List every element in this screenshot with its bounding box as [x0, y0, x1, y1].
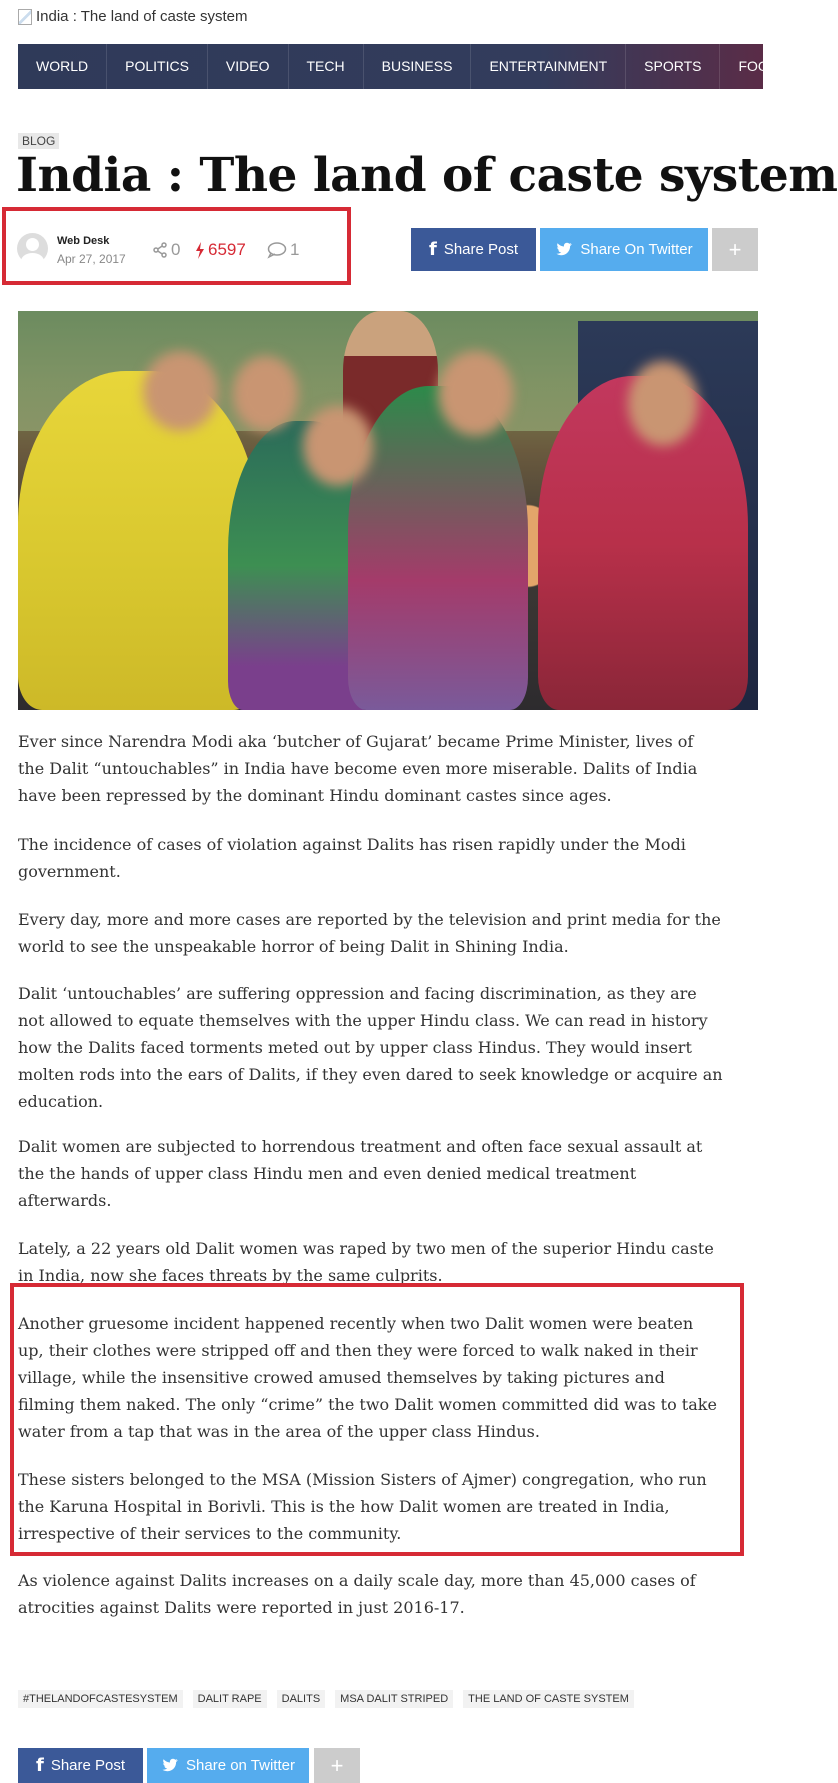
- broken-image-icon: [18, 9, 32, 25]
- article-paragraph: These sisters belonged to the MSA (Mission Sisters of Ajmer) congregation, who run the Karuna Hospital in Borivli. This is the how Dalit women are treated in India, irrespective of their services to the community.: [18, 1470, 707, 1543]
- nav-item-sports[interactable]: SPORTS: [626, 44, 720, 89]
- facebook-share-label: Share Post: [443, 241, 519, 258]
- tag-link[interactable]: THE LAND OF CASTE SYSTEM: [463, 1690, 634, 1708]
- article-paragraph: Ever since Narendra Modi aka ‘butcher of Gujarat’ became Prime Minister, lives of the Dalit “untouchables” in India have become even more miserable. Dalits of India have been repressed by the dominant Hindu dominant castes since ages.: [18, 732, 698, 805]
- blurred-face: [233, 356, 298, 431]
- share-count-value: 0: [171, 240, 181, 259]
- comment-count-value: 1: [290, 240, 300, 259]
- article-paragraph: Every day, more and more cases are reported by the television and print media for the world to see the unspeakable horror of being Dalit in Shining India.: [18, 910, 721, 956]
- tag-link[interactable]: DALITS: [277, 1690, 326, 1708]
- nav-item-tech[interactable]: TECH: [289, 44, 364, 89]
- view-count-value: 6597: [208, 240, 246, 259]
- tag-list: [18, 1690, 634, 1708]
- article-paragraph: As violence against Dalits increases on a daily scale day, more than 45,000 cases of atrocities against Dalits were reported in just 2016-17.: [18, 1571, 696, 1617]
- twitter-share-label: Share on Twitter: [186, 1757, 295, 1774]
- post-date: Apr 27, 2017: [57, 252, 126, 266]
- logo-alt-text: India : The land of caste system: [36, 8, 248, 25]
- tag-link[interactable]: MSA DALIT STRIPED: [335, 1690, 453, 1708]
- article-paragraph: The incidence of cases of violation against Dalits has risen rapidly under the Modi government.: [18, 835, 686, 881]
- article-paragraph: Dalit ‘untouchables’ are suffering oppression and facing discrimination, as they are not allowed to equate themselves with the upper Hindu class. We can read in history how the Dalits faced torments meted out by upper class Hindus. They would insert molten rods into the ears of Dalits, if they even dared to seek knowledge or acquire an education.: [18, 984, 723, 1111]
- more-share-button-bottom[interactable]: +: [314, 1748, 360, 1783]
- twitter-icon: [161, 1758, 179, 1773]
- twitter-icon: [555, 242, 573, 257]
- more-share-button[interactable]: +: [712, 228, 758, 271]
- nav-item-politics[interactable]: POLITICS: [107, 44, 208, 89]
- category-badge[interactable]: BLOG: [18, 133, 59, 149]
- page-title: India : The land of caste system: [16, 148, 838, 203]
- twitter-share-label: Share On Twitter: [580, 241, 693, 258]
- twitter-share-button[interactable]: [540, 228, 708, 271]
- nav-item-business[interactable]: BUSINESS: [364, 44, 472, 89]
- hero-woman-pink: [348, 386, 528, 710]
- blurred-face: [143, 351, 218, 431]
- facebook-icon: f: [428, 239, 437, 260]
- tag-link[interactable]: #THELANDOFCASTESYSTEM: [18, 1690, 183, 1708]
- highlight-box-content: [10, 1283, 744, 1556]
- tag-link[interactable]: DALIT RAPE: [193, 1690, 267, 1708]
- blurred-face: [438, 351, 513, 436]
- facebook-icon: f: [35, 1755, 44, 1776]
- article-paragraph: Dalit women are subjected to horrendous treatment and often face sexual assault at the the hands of upper class Hindu men and even denied medical treatment afterwards.: [18, 1137, 703, 1210]
- blurred-face: [628, 361, 698, 446]
- nav-item-entertainment[interactable]: ENTERTAINMENT: [471, 44, 626, 89]
- facebook-share-label: Share Post: [50, 1757, 126, 1774]
- twitter-share-button-bottom[interactable]: [147, 1748, 309, 1783]
- highlight-box-author: [2, 207, 351, 285]
- author-name[interactable]: Web Desk: [57, 235, 110, 247]
- facebook-share-button[interactable]: [411, 228, 536, 271]
- blurred-face: [303, 406, 373, 486]
- article-hero-image: [18, 311, 758, 710]
- article-paragraph: Lately, a 22 years old Dalit women was raped by two men of the superior Hindu caste in India, now she faces threats by the same culprits.: [18, 1239, 714, 1285]
- main-nav: [18, 44, 779, 89]
- hero-woman-yellow: [18, 371, 258, 710]
- article-paragraph: Another gruesome incident happened recently when two Dalit women were beaten up, their clothes were stripped off and then they were forced to walk naked in their village, while the insensitive crowed amused themselves by taking pictures and filming them naked. The only “crime” the two Dalit women committed did was to take water from a tap that was in the area of the upper class Hindus.: [18, 1314, 717, 1441]
- nav-item-world[interactable]: WORLD: [18, 44, 107, 89]
- nav-item-food[interactable]: FOOD: [738, 58, 779, 74]
- site-logo-image[interactable]: [18, 8, 248, 25]
- nav-item-video[interactable]: VIDEO: [208, 44, 289, 89]
- facebook-share-button-bottom[interactable]: [18, 1748, 143, 1783]
